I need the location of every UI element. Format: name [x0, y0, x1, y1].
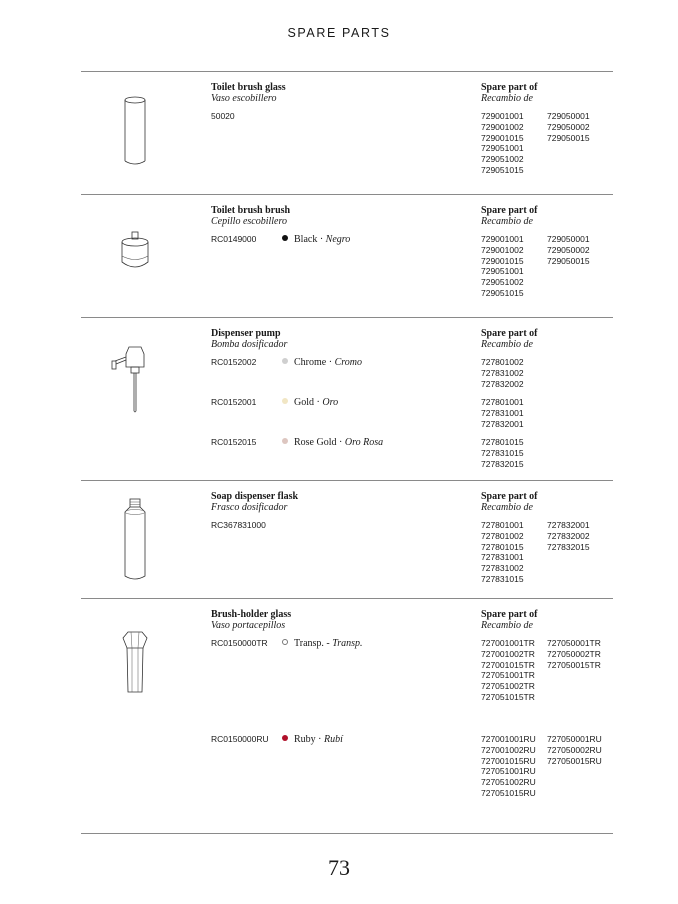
compatible-codes-col2 [547, 520, 590, 552]
compatible-product-code: 729001001 [481, 111, 524, 121]
recambio-de-label: Recambio de [481, 502, 533, 513]
part-title: Toilet brush glass [211, 82, 286, 93]
compatible-product-code: 729051001 [481, 266, 524, 277]
compatible-product-code: 729001002 [481, 121, 524, 132]
finish-separator: · [314, 397, 323, 408]
finish-label [282, 234, 350, 245]
compatible-product-code: 729051002 [481, 277, 524, 288]
compatible-product-code: 729050015 [547, 132, 590, 143]
compatible-product-code: 727001001RU [481, 734, 536, 744]
spare-part-of-label: Spare part of [481, 609, 538, 620]
color-swatch [282, 398, 288, 404]
compatible-product-code: 727050015TR [547, 659, 601, 670]
compatible-codes-col1 [481, 397, 524, 429]
compatible-product-code: 727832015 [481, 458, 524, 469]
finish-separator: · [315, 734, 325, 745]
spare-part-section-toilet-brush-brush [81, 194, 613, 317]
recambio-de-label: Recambio de [481, 339, 533, 350]
brush-holder-glass-illustration [109, 630, 161, 730]
compatible-product-code: 727832015 [547, 541, 590, 552]
color-swatch [282, 235, 288, 241]
compatible-product-code: 727051002TR [481, 681, 535, 692]
compatible-product-code: 727001002RU [481, 744, 536, 755]
compatible-codes-col1 [481, 638, 535, 703]
compatible-product-code: 727801002 [481, 357, 524, 367]
compatible-product-code: 729051015 [481, 164, 524, 175]
part-subtitle: Vaso portacepillos [211, 620, 286, 631]
compatible-codes-col1 [481, 520, 524, 585]
spare-part-of-label: Spare part of [481, 205, 538, 216]
part-code: 50020 [211, 111, 235, 121]
compatible-product-code: 727051002RU [481, 777, 536, 788]
part-title: Brush-holder glass [211, 609, 292, 620]
compatible-product-code: 729050002 [547, 244, 590, 255]
part-code: RC0152001 [211, 397, 257, 407]
part-subtitle: Bomba dosificador [211, 339, 288, 350]
finish-es: Transp. [332, 638, 363, 649]
compatible-product-code: 727801002 [481, 530, 524, 541]
compatible-product-code: 727051001RU [481, 766, 536, 777]
compatible-product-code: 727050001RU [547, 734, 602, 744]
compatible-product-code: 727832001 [481, 418, 524, 429]
recambio-de-label: Recambio de [481, 216, 533, 227]
compatible-product-code: 729001001 [481, 234, 524, 244]
compatible-product-code: 729050001 [547, 111, 590, 121]
finish-en: Chrome [294, 357, 327, 368]
compatible-product-code: 729051001 [481, 143, 524, 154]
page-header-title: SPARE PARTS [287, 26, 391, 40]
compatible-codes-col1 [481, 111, 524, 176]
part-code: RC0152015 [211, 437, 257, 447]
soap-flask-illustration [109, 498, 161, 598]
compatible-product-code: 729051015 [481, 287, 524, 298]
finish-es: Oro Rosa [344, 437, 384, 448]
part-title: Dispenser pump [211, 328, 281, 339]
spare-part-of-label: Spare part of [481, 491, 538, 502]
spare-part-of-label: Spare part of [481, 328, 538, 339]
toilet-brush-glass-illustration [109, 91, 161, 191]
color-swatch [282, 735, 288, 741]
compatible-codes-col1 [481, 357, 524, 389]
part-code: RC0152002 [211, 357, 257, 367]
compatible-codes-col2 [547, 111, 590, 143]
part-subtitle: Cepillo escobillero [211, 216, 288, 227]
part-subtitle: Vaso escobillero [211, 93, 277, 104]
finish-label [282, 397, 338, 408]
finish-en: Black [294, 234, 318, 245]
spare-part-of-label: Spare part of [481, 82, 538, 93]
part-code: RC0150000TR [211, 638, 268, 648]
compatible-product-code: 727050002TR [547, 648, 601, 659]
finish-separator: · [317, 234, 326, 245]
finish-en: Transp. [294, 638, 324, 649]
part-code: RC0149000 [211, 234, 257, 244]
finish-en: Gold [294, 397, 314, 408]
finish-en: Rose Gold [294, 437, 337, 448]
part-code: RC367831000 [211, 520, 266, 530]
color-swatch [282, 438, 288, 444]
compatible-codes-col2 [547, 234, 590, 266]
compatible-product-code: 727801001 [481, 397, 524, 407]
compatible-codes-col1 [481, 437, 524, 469]
compatible-product-code: 727001002TR [481, 648, 535, 659]
compatible-product-code: 727050002RU [547, 744, 602, 755]
compatible-product-code: 729001015 [481, 255, 524, 266]
compatible-product-code: 729001015 [481, 132, 524, 143]
part-title: Soap dispenser flask [211, 491, 299, 502]
spare-part-section-brush-holder-glass [81, 598, 613, 833]
finish-es: Rubí [324, 734, 343, 745]
compatible-product-code: 727801001 [481, 520, 524, 530]
finish-separator: · [326, 357, 335, 368]
part-title: Toilet brush brush [211, 205, 291, 216]
finish-es: Oro [322, 397, 339, 408]
compatible-product-code: 729051002 [481, 154, 524, 165]
compatible-product-code: 727831015 [481, 447, 524, 458]
compatible-product-code: 727051001TR [481, 670, 535, 681]
compatible-product-code: 727832002 [481, 378, 524, 389]
finish-es: Negro [325, 234, 351, 245]
divider [81, 833, 613, 834]
part-code: RC0150000RU [211, 734, 269, 744]
compatible-product-code: 727001001TR [481, 638, 535, 648]
finish-label [282, 357, 362, 368]
finish-es: Cromo [334, 357, 362, 368]
compatible-product-code: 727831015 [481, 573, 524, 584]
compatible-product-code: 727050001TR [547, 638, 601, 648]
page-number: 73 [328, 855, 350, 880]
compatible-product-code: 727001015TR [481, 659, 535, 670]
finish-label [282, 638, 363, 649]
compatible-product-code: 727801015 [481, 437, 524, 447]
compatible-codes-col1 [481, 734, 536, 799]
finish-en: Ruby [294, 734, 316, 745]
compatible-product-code: 729050001 [547, 234, 590, 244]
compatible-codes-col1 [481, 234, 524, 299]
spare-part-section-toilet-brush-glass [81, 71, 613, 194]
compatible-codes-col2 [547, 638, 601, 670]
compatible-product-code: 727051015TR [481, 691, 535, 702]
recambio-de-label: Recambio de [481, 93, 533, 104]
part-subtitle: Frasco dosificador [211, 502, 288, 513]
toilet-brush-head-illustration [109, 230, 161, 330]
compatible-product-code: 729050015 [547, 255, 590, 266]
compatible-product-code: 727831002 [481, 563, 524, 574]
finish-separator: · [336, 437, 345, 448]
compatible-product-code: 727832002 [547, 530, 590, 541]
compatible-product-code: 729050002 [547, 121, 590, 132]
compatible-codes-col2 [547, 734, 602, 766]
compatible-product-code: 727831002 [481, 367, 524, 378]
spare-part-section-dispenser-pump [81, 317, 613, 480]
compatible-product-code: 727831001 [481, 552, 524, 563]
compatible-product-code: 727001015RU [481, 755, 536, 766]
dispenser-pump-illustration [109, 345, 161, 445]
finish-label [282, 734, 343, 745]
recambio-de-label: Recambio de [481, 620, 533, 631]
compatible-product-code: 727051015RU [481, 787, 536, 798]
finish-label [282, 437, 383, 448]
finish-separator: - [323, 638, 333, 649]
compatible-product-code: 727801015 [481, 541, 524, 552]
compatible-product-code: 727832001 [547, 520, 590, 530]
color-swatch [282, 639, 288, 645]
color-swatch [282, 358, 288, 364]
compatible-product-code: 727050015RU [547, 755, 602, 766]
compatible-product-code: 729001002 [481, 244, 524, 255]
compatible-product-code: 727831001 [481, 407, 524, 418]
spare-part-section-soap-dispenser-flask [81, 480, 613, 598]
